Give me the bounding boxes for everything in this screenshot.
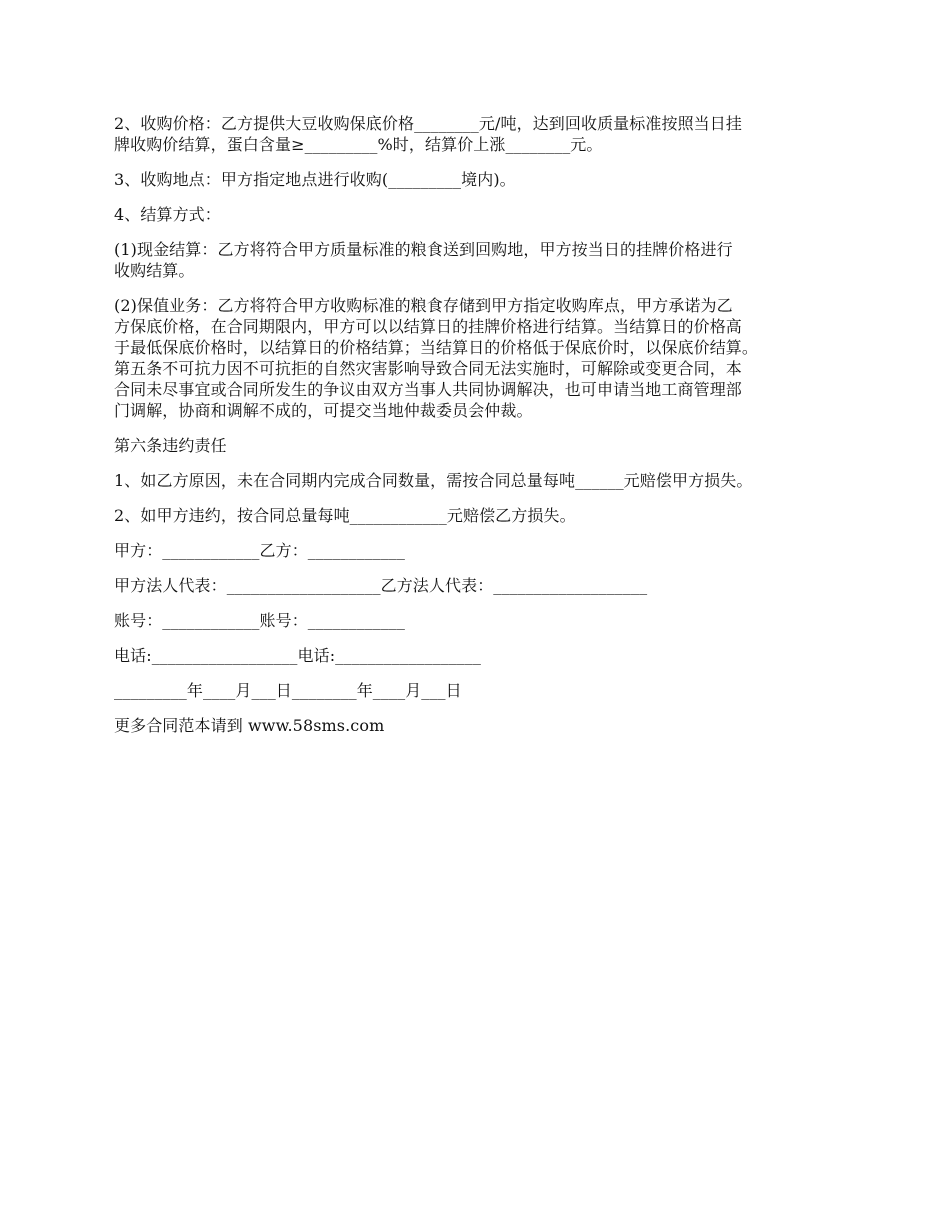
clause-purchase-price-line-2: 牌收购价结算，蛋白含量≥_________%时，结算价上涨________元。 <box>114 135 603 154</box>
contract-page <box>114 113 854 750</box>
breach-clause-1 <box>114 470 854 491</box>
hedge-line-5: 合同未尽事宜或合同所发生的争议由双方当事人共同协调解决，也可申请当地工商管理部 <box>114 380 742 399</box>
cash-settlement-line-1: (1)现金结算：乙方将符合甲方质量标准的粮食送到回购地，甲方按当日的挂牌价格进行 <box>114 240 733 259</box>
hedge-line-6: 门调解，协商和调解不成的，可提交当地仲裁委员会仲裁。 <box>114 401 533 420</box>
signature-phones <box>114 645 854 666</box>
signature-accounts <box>114 610 854 631</box>
signature-dates-text: _________年____月___日________年____月___日 <box>114 681 462 700</box>
clause-purchase-location <box>114 169 854 190</box>
article-six-heading: 第六条违约责任 <box>114 436 227 455</box>
clause-settlement-method <box>114 204 854 225</box>
cash-settlement-line-2: 收购结算。 <box>114 261 195 280</box>
hedge-line-1: (2)保值业务：乙方将符合甲方收购标准的粮食存储到甲方指定收购库点，甲方承诺为乙 <box>114 296 733 315</box>
clause-purchase-location-text: 3、收购地点：甲方指定地点进行收购(_________境内)。 <box>114 170 516 189</box>
signature-accounts-text: 账号：____________账号：____________ <box>114 611 405 630</box>
signature-parties-text: 甲方：____________乙方：____________ <box>114 541 405 560</box>
clause-settlement-method-text: 4、结算方式： <box>114 205 221 224</box>
clause-purchase-price <box>114 113 854 155</box>
clause-hedge-business <box>114 295 854 421</box>
clause-cash-settlement <box>114 239 854 281</box>
breach-clause-2-text: 2、如甲方违约，按合同总量每吨____________元赔偿乙方损失。 <box>114 506 576 525</box>
signature-phones-text: 电话:__________________电话:__________________ <box>114 646 481 665</box>
hedge-line-3: 于最低保底价格时，以结算日的价格结算；当结算日的价格低于保底价时，以保底价结算。 <box>114 338 759 357</box>
hedge-line-4: 第五条不可抗力因不可抗拒的自然灾害影响导致合同无法实施时，可解除或变更合同，本 <box>114 359 742 378</box>
clause-purchase-price-line-1: 2、收购价格：乙方提供大豆收购保底价格________元/吨，达到回收质量标准按照当日挂 <box>114 114 742 133</box>
signature-dates <box>114 680 854 701</box>
signature-parties <box>114 540 854 561</box>
signature-legal-reps-text: 甲方法人代表：___________________乙方法人代表：___________________ <box>114 576 648 595</box>
footer-more-templates <box>114 715 854 736</box>
breach-clause-2 <box>114 505 854 526</box>
footer-more-templates-text: 更多合同范本请到 www.58sms.com <box>114 716 385 735</box>
signature-legal-reps <box>114 575 854 596</box>
hedge-line-2: 方保底价格，在合同期限内，甲方可以以结算日的挂牌价格进行结算。当结算日的价格高 <box>114 317 742 336</box>
breach-clause-1-text: 1、如乙方原因，未在合同期内完成合同数量，需按合同总量每吨______元赔偿甲方损失。 <box>114 471 753 490</box>
